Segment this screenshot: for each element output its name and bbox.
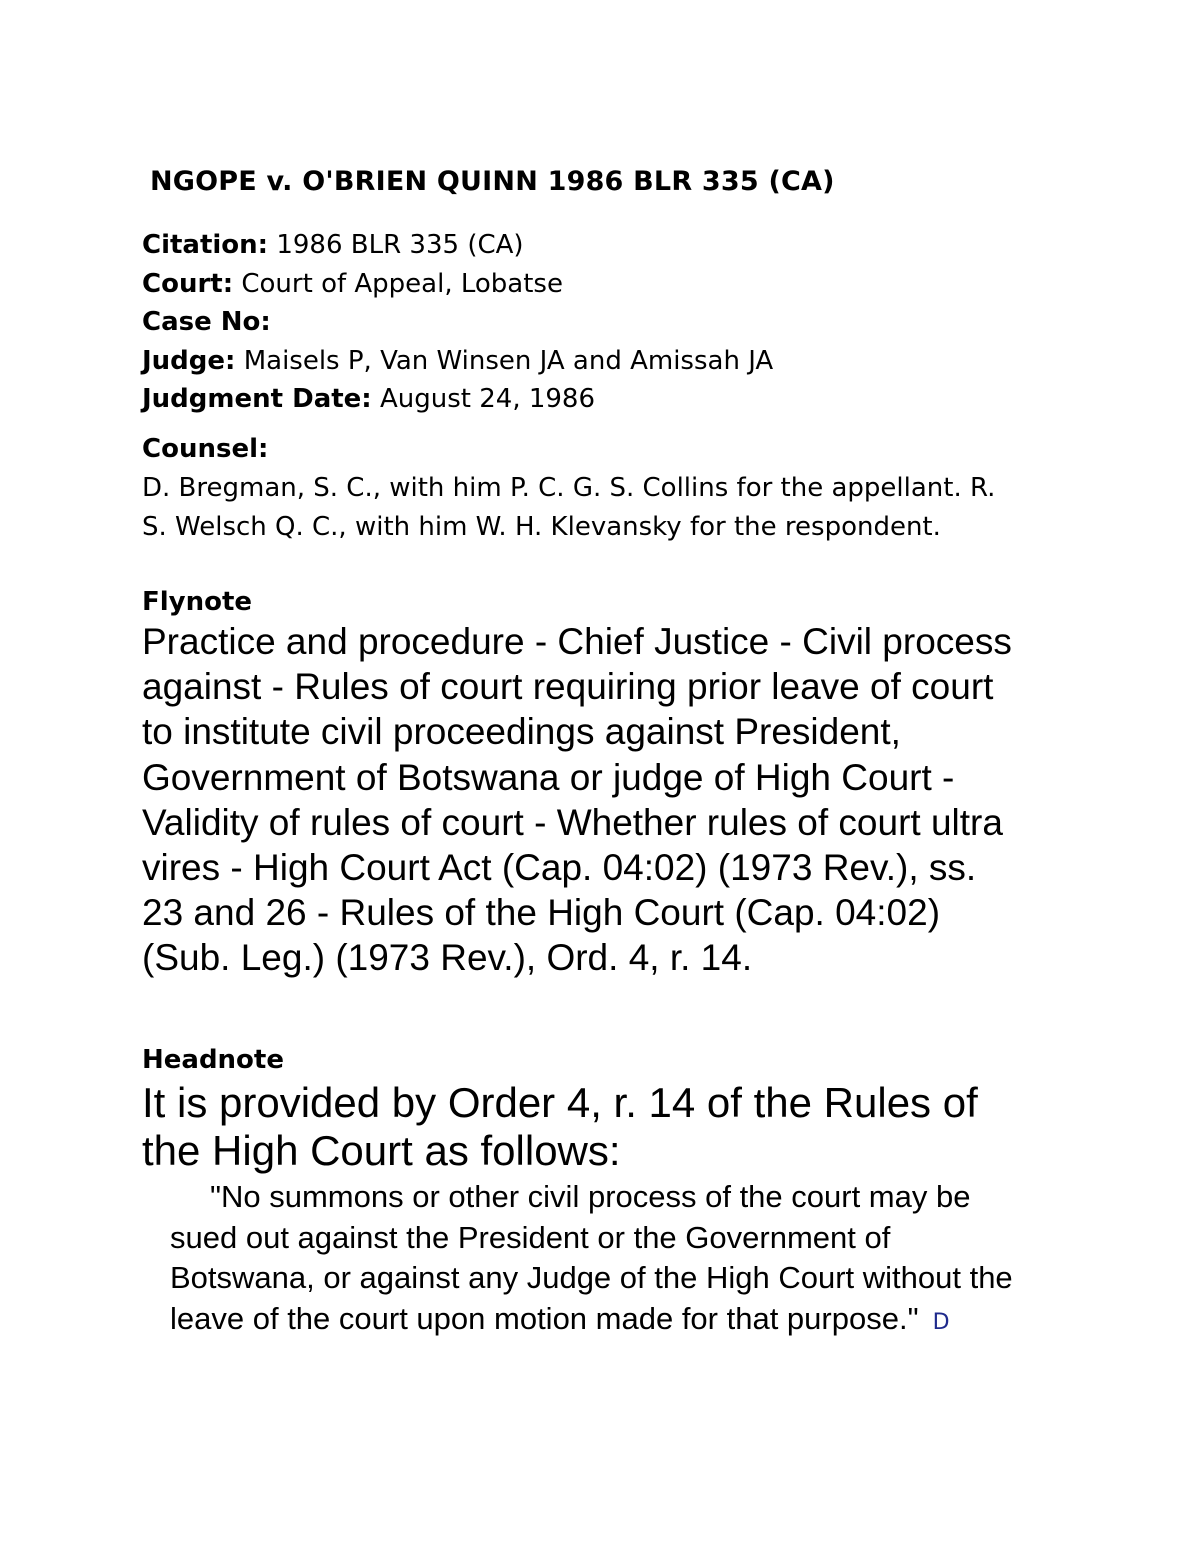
judgment-date-value: August 24, 1986 — [379, 384, 596, 414]
judgment-date-row — [142, 380, 773, 419]
court-value: Court of Appeal, Lobatse — [241, 268, 563, 299]
court-label: Court: — [142, 268, 234, 299]
case-title: NGOPE v. O'BRIEN QUINN 1986 BLR 335 (CA) — [150, 166, 835, 197]
case-metadata — [142, 226, 773, 419]
judge-row — [142, 342, 773, 381]
court-row — [142, 265, 773, 304]
citation-row — [142, 226, 773, 265]
case-no-row — [142, 303, 773, 342]
headnote-heading: Headnote — [142, 1045, 284, 1075]
counsel-text: D. Bregman, S. C., with him P. C. G. S. Collins for the appellant. R. S. Welsch Q. C., with him W. H. Klevansky for the respondent. — [142, 473, 996, 542]
flynote-text: Practice and procedure - Chief Justice - Civil process against - Rules of court requiring prior leave of court to institute civil proceedings against President, Government of Botswana or judge of High Court - Validity of rules of court - Whether rules of court ultra vires - High Court Act (Cap. 04:02) (1973 Rev.), ss. 23 and 26 - Rules of the High Court (Cap. 04:02) (Sub. Leg.) (1973 Rev.), Ord. 4, r. 14. — [142, 621, 1012, 979]
case-no-label: Case No: — [142, 307, 271, 337]
citation-value: 1986 BLR 335 (CA) — [276, 230, 524, 260]
quote-text: "No summons or other civil process of the court may be sued out against the President or the Government of Botswana, or against any Judge of the High Court without the leave of the court upon motion made for that purpose." — [170, 1179, 1013, 1336]
rule-quote — [170, 1177, 1030, 1343]
judge-value: Maisels P, Van Winsen JA and Amissah JA — [243, 345, 774, 376]
margin-marker: D — [932, 1309, 950, 1335]
judgment-date-label: Judgment Date: — [142, 384, 372, 414]
flynote-heading: Flynote — [142, 587, 253, 617]
judge-label: Judge: — [142, 345, 236, 376]
counsel-heading: Counsel: — [142, 434, 269, 464]
headnote-text: It is provided by Order 4, r. 14 of the Rules of the High Court as follows: — [142, 1079, 978, 1174]
citation-label: Citation: — [142, 230, 269, 260]
